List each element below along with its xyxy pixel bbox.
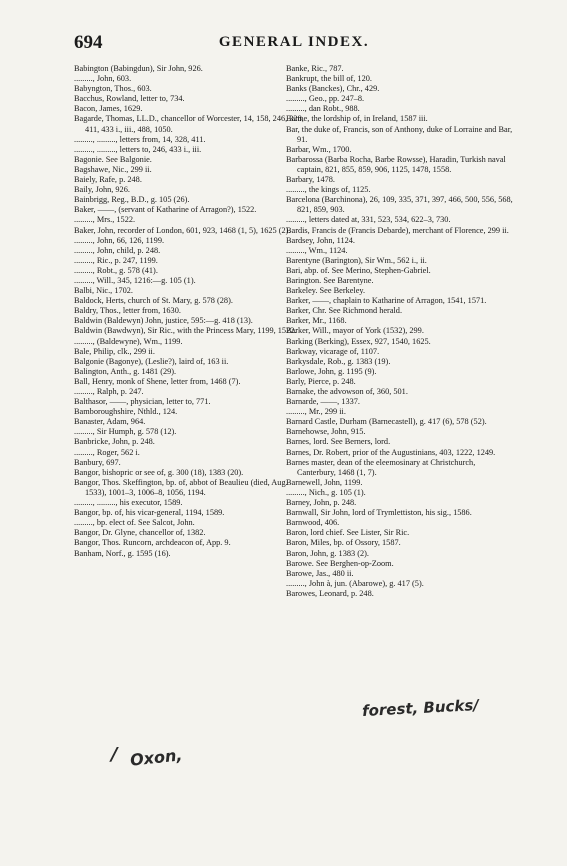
- index-entry: Baker, ——, (servant of Katharine of Arragon?), 1522.: [74, 205, 257, 215]
- index-entry: ........., Will., 345, 1216:—g. 105 (1).: [74, 275, 196, 285]
- index-entry: Baron, lord chief. See Lister, Sir Ric.: [286, 528, 410, 538]
- index-entry: Baker, John, recorder of London, 601, 923, 1468 (1, 5), 1625 (2).: [74, 225, 291, 235]
- index-entry: ........., Mr., 299 ii.: [286, 407, 346, 417]
- index-entry: Barlowe, John, g. 1195 (9).: [286, 366, 377, 376]
- index-entry: Barker, Mr., 1168.: [286, 316, 347, 326]
- index-column-left: [74, 64, 306, 559]
- index-entry: Barkysdale, Rob., g. 1383 (19).: [286, 356, 391, 366]
- index-entry: Banks (Banckes), Chr., 429.: [286, 84, 380, 94]
- index-entry: Barney, John, p. 248.: [286, 498, 357, 508]
- index-entry: ........., dan Robt., 988.: [286, 104, 360, 114]
- index-entry: ........., the kings of, 1125.: [286, 185, 371, 195]
- index-entry: ........., John, 66, 126, 1199.: [74, 235, 165, 245]
- page-header: [74, 32, 514, 54]
- index-entry: Barnes master, dean of the eleemosinary at Christchurch, Canterbury, 1468 (1, 7).: [286, 457, 476, 477]
- index-entry: Balgonie (Bagonye), (Leslie?), laird of, 163 ii.: [74, 356, 229, 366]
- index-entry: Barker, Chr. See Richmond herald.: [286, 306, 403, 316]
- index-entry: Bardis, Francis de (Francis Debarde), merchant of Florence, 299 ii.: [286, 225, 509, 235]
- index-entry: Bari, abp. of. See Merino, Stephen-Gabriel.: [286, 265, 431, 275]
- index-entry: Bangor, bishopric or see of, g. 300 (18), 1383 (20).: [74, 467, 244, 477]
- index-entry: Banham, Norf., g. 1595 (16).: [74, 548, 171, 558]
- index-entry: ........., Roger, 562 i.: [74, 447, 140, 457]
- page-number: 694: [74, 32, 103, 53]
- index-entry: Bardsey, John, 1124.: [286, 235, 355, 245]
- index-entry: Bainbrigg, Reg., B.D., g. 105 (26).: [74, 195, 190, 205]
- index-entry: Balthasor, ——, physician, letter to, 771.: [74, 397, 211, 407]
- index-entry: Bacon, James, 1629.: [74, 104, 143, 114]
- index-entry: Barowe, Jas., 480 ii.: [286, 568, 354, 578]
- index-entry: Bale, Philip, clk., 299 ii.: [74, 346, 155, 356]
- index-entry: Barnake, the advowson of, 360, 501.: [286, 387, 408, 396]
- index-entry: Barking (Berking), Essex, 927, 1540, 1625.: [286, 336, 431, 346]
- index-entry: Babington (Babingdun), Sir John, 926.: [74, 64, 203, 73]
- index-entry: Baldwin (Bawdwyn), Sir Ric., with the Princess Mary, 1199, 1522.: [74, 326, 297, 336]
- handwritten-caret: /: [111, 744, 118, 765]
- index-entry: Barnwood, 406.: [286, 518, 340, 528]
- index-entry: ........., Mrs., 1522.: [74, 215, 136, 225]
- handwritten-annotation-oxon: Oxon,: [129, 745, 184, 770]
- index-entry: ........., letters dated at, 331, 523, 534, 622–3, 730.: [286, 215, 451, 225]
- index-entry: Banne, the lordship of, in Ireland, 1587 iii.: [286, 114, 428, 124]
- index-entry: Barnes, lord. See Berners, lord.: [286, 437, 391, 447]
- index-entry: Barnes, Dr. Robert, prior of the Augustinians, 403, 1222, 1249.: [286, 447, 496, 457]
- index-entry: Ball, Henry, monk of Shene, letter from, 1468 (7).: [74, 376, 241, 386]
- index-entry: Baily, John, 926.: [74, 185, 130, 195]
- index-entry: Bacchus, Rowland, letter to, 734.: [74, 94, 185, 104]
- index-entry: ........., (Baldewyne), Wm., 1199.: [74, 336, 183, 346]
- index-entry: ........., bp. elect of. See Salcot, John.: [74, 518, 195, 528]
- index-entry: Bagarde, Thomas, LL.D., chancellor of Worcester, 14, 158, 246, 328, 411, 433 i., iii., 488, 1050.: [74, 114, 304, 134]
- index-entry: Bagonie. See Balgonie.: [74, 154, 152, 164]
- index-entry: Bangor, bp. of, his vicar-general, 1194, 1589.: [74, 508, 225, 518]
- index-entry: Baldwin (Baldewyn) John, justice, 595:—g. 418 (13).: [74, 316, 253, 326]
- index-entry: Barkeley. See Berkeley.: [286, 286, 366, 296]
- index-entry: ........., ........., letters to, 246, 433 i., iii.: [74, 144, 202, 154]
- index-entry: Bagshawe, Nic., 299 ii.: [74, 164, 152, 174]
- index-entry: Bangor, Dr. Glyne, chancellor of, 1382.: [74, 528, 206, 538]
- index-entry: Barbarossa (Barba Rocha, Barbe Rowsse), Haradin, Turkish naval captain, 821, 855, 859, 906, 1125, 1478, 1558.: [286, 154, 506, 174]
- index-entry: ........., John, child, p. 248.: [74, 245, 161, 255]
- page-title: GENERAL INDEX.: [218, 34, 370, 50]
- index-entry: ........., Ralph, p. 247.: [74, 387, 144, 396]
- index-entry: ........., ........., his executor, 1589.: [74, 498, 183, 508]
- index-entry: Balbi, Nic., 1702.: [74, 286, 133, 296]
- index-entry: Barentyne (Barington), Sir Wm., 562 i., ii.: [286, 255, 427, 265]
- index-entry: Baron, John, g. 1383 (2).: [286, 548, 369, 558]
- index-entry: ........., Ric., p. 247, 1199.: [74, 255, 158, 265]
- index-entry: Banaster, Adam, 964.: [74, 417, 146, 427]
- index-entry: Bangor, Thos. Skeffington, bp. of, abbot of Beaulieu (died, Aug. 1533), 1001–3, 1006–8, 1056, 1194.: [74, 477, 288, 497]
- index-entry: Banke, Ric., 787.: [286, 64, 344, 73]
- index-entry: Barnehowse, John, 915.: [286, 427, 366, 437]
- index-column-right: [286, 64, 516, 599]
- index-entry: Barcelona (Barchinona), 26, 109, 335, 371, 397, 466, 500, 556, 568, 821, 859, 903.: [286, 195, 513, 215]
- index-entry: Bar, the duke of, Francis, son of Anthony, duke of Lorraine and Bar, 91.: [286, 124, 513, 144]
- index-entry: Barnarde, ——, 1337.: [286, 397, 360, 407]
- index-entry: Barker, Will., mayor of York (1532), 299.: [286, 326, 424, 336]
- index-entry: Barowe. See Berghen-op-Zoom.: [286, 558, 394, 568]
- index-entry: Baiely, Rafe, p. 248.: [74, 175, 142, 185]
- index-entry: ........., Wm., 1124.: [286, 245, 348, 255]
- index-entry: Barnard Castle, Durham (Barnecastell), g. 417 (6), 578 (52).: [286, 417, 487, 427]
- index-entry: Barly, Pierce, p. 248.: [286, 376, 356, 386]
- index-entry: ........., ........., letters from, 14, 328, 411.: [74, 134, 206, 144]
- index-entry: Baldock, Herts, church of St. Mary, g. 578 (28).: [74, 296, 233, 306]
- index-entry: Banbricke, John, p. 248.: [74, 437, 155, 447]
- index-entry: Baldry, Thos., letter from, 1630.: [74, 306, 181, 316]
- index-entry: ........., John à, jun. (Abarowe), g. 417 (5).: [286, 578, 424, 588]
- index-entry: Bankrupt, the bill of, 120.: [286, 74, 372, 84]
- index-entry: Babyngton, Thos., 603.: [74, 84, 152, 94]
- index-entry: Banbury, 697.: [74, 457, 121, 467]
- handwritten-annotation-bucks: forest, Bucks/: [361, 695, 480, 721]
- index-entry: Baron, Miles, bp. of Ossory, 1587.: [286, 538, 401, 548]
- index-entry: Barnwall, Sir John, lord of Trymlettiston, his sig., 1586.: [286, 508, 472, 518]
- index-entry: ........., John, 603.: [74, 74, 132, 84]
- index-entry: Balington, Anth., g. 1481 (29).: [74, 366, 177, 376]
- index-entry: Barker, ——, chaplain to Katharine of Arragon, 1541, 1571.: [286, 296, 487, 306]
- index-entry: Barington. See Barentyne.: [286, 275, 374, 285]
- index-entry: Bamboroughshire, Nthld., 124.: [74, 407, 178, 417]
- index-entry: ........., Sir Humph, g. 578 (12).: [74, 427, 177, 437]
- index-entry: Barbar, Wm., 1700.: [286, 144, 352, 154]
- index-entry: Bangor, Thos. Runcorn, archdeacon of, App. 9.: [74, 538, 231, 548]
- index-entry: Barkway, vicarage of, 1107.: [286, 346, 380, 356]
- index-entry: ........., Robt., g. 578 (41).: [74, 265, 158, 275]
- index-entry: Barnewell, John, 1199.: [286, 477, 363, 487]
- index-entry: ........., Nich., g. 105 (1).: [286, 487, 366, 497]
- index-entry: ........., Geo., pp. 247–8.: [286, 94, 365, 104]
- index-entry: Barowes, Leonard, p. 248.: [286, 588, 374, 598]
- index-entry: Barbary, 1478.: [286, 175, 335, 185]
